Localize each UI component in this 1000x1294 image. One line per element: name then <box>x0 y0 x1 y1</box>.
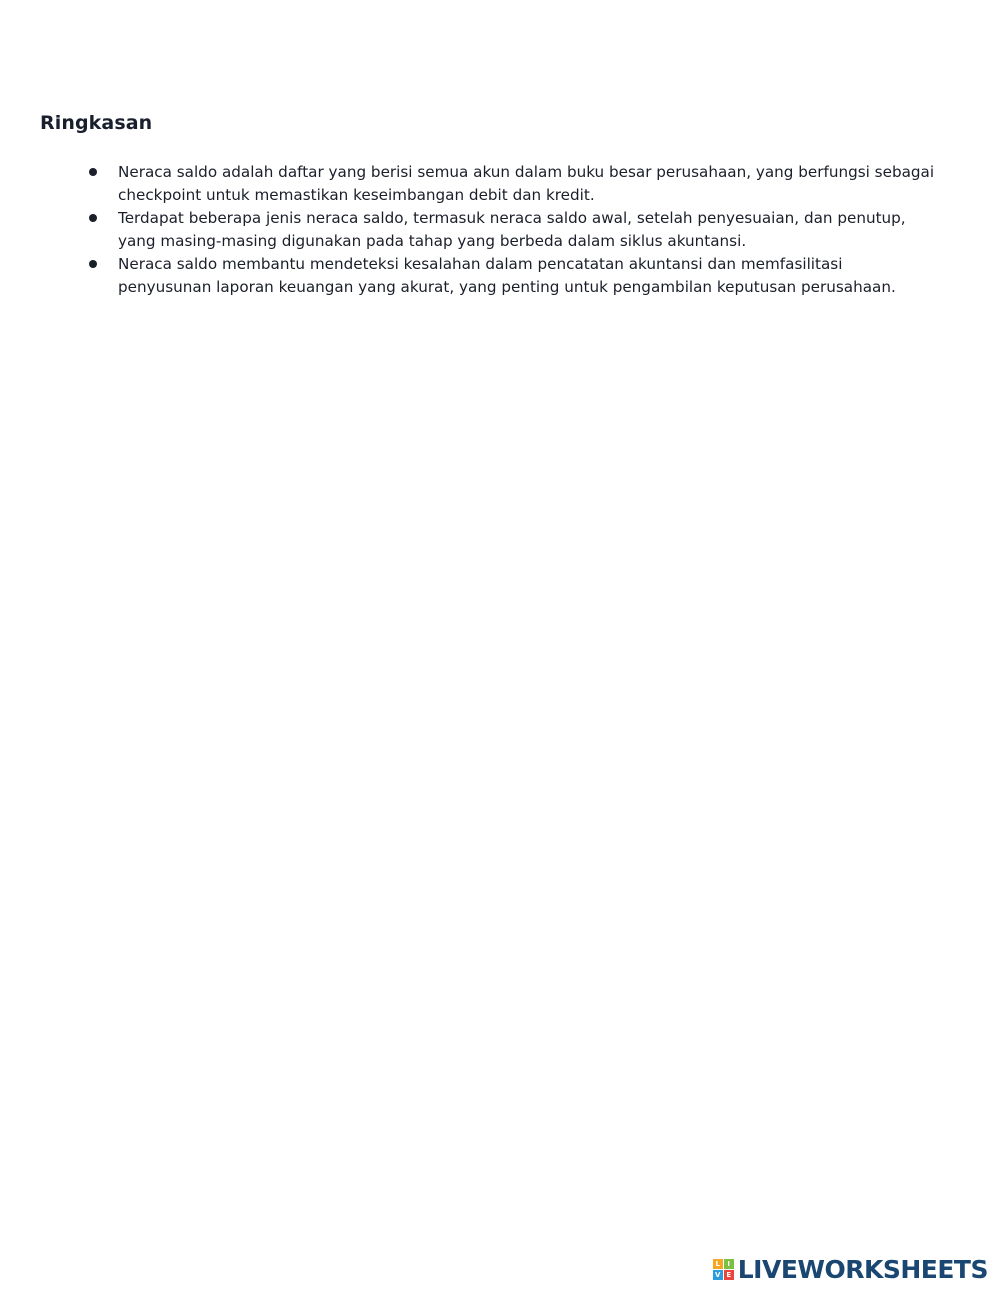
liveworksheets-brand <box>713 1254 988 1284</box>
list-item-text: Neraca saldo membantu mendeteksi kesalahan dalam pencatatan akuntansi dan memfasilitasi penyusunan laporan keuangan yang akurat, yang penting untuk pengambilan keputusan perusahaan. <box>118 255 896 296</box>
list-item-text: Neraca saldo adalah daftar yang berisi semua akun dalam buku besar perusahaan, yang berfungsi sebagai checkpoint untuk memastikan keseimbangan debit dan kredit. <box>118 163 935 204</box>
page-title: Ringkasan <box>40 112 153 134</box>
list-item <box>0 161 1000 207</box>
bullet-icon <box>89 214 97 222</box>
summary-list <box>0 161 1000 299</box>
logo-letter: E <box>724 1270 734 1280</box>
list-item-text: Terdapat beberapa jenis neraca saldo, termasuk neraca saldo awal, setelah penyesuaian, dan penutup, yang masing-masing digunakan pada tahap yang berbeda dalam siklus akuntansi. <box>118 209 906 250</box>
logo-letter: V <box>713 1270 723 1280</box>
list-item <box>0 253 1000 299</box>
logo-letter: L <box>713 1259 723 1269</box>
logo-letter: I <box>724 1259 734 1269</box>
liveworksheets-logo-icon <box>713 1259 734 1280</box>
list-item <box>0 207 1000 253</box>
bullet-icon <box>89 260 97 268</box>
bullet-icon <box>89 168 97 176</box>
brand-name: LIVEWORKSHEETS <box>737 1254 988 1284</box>
